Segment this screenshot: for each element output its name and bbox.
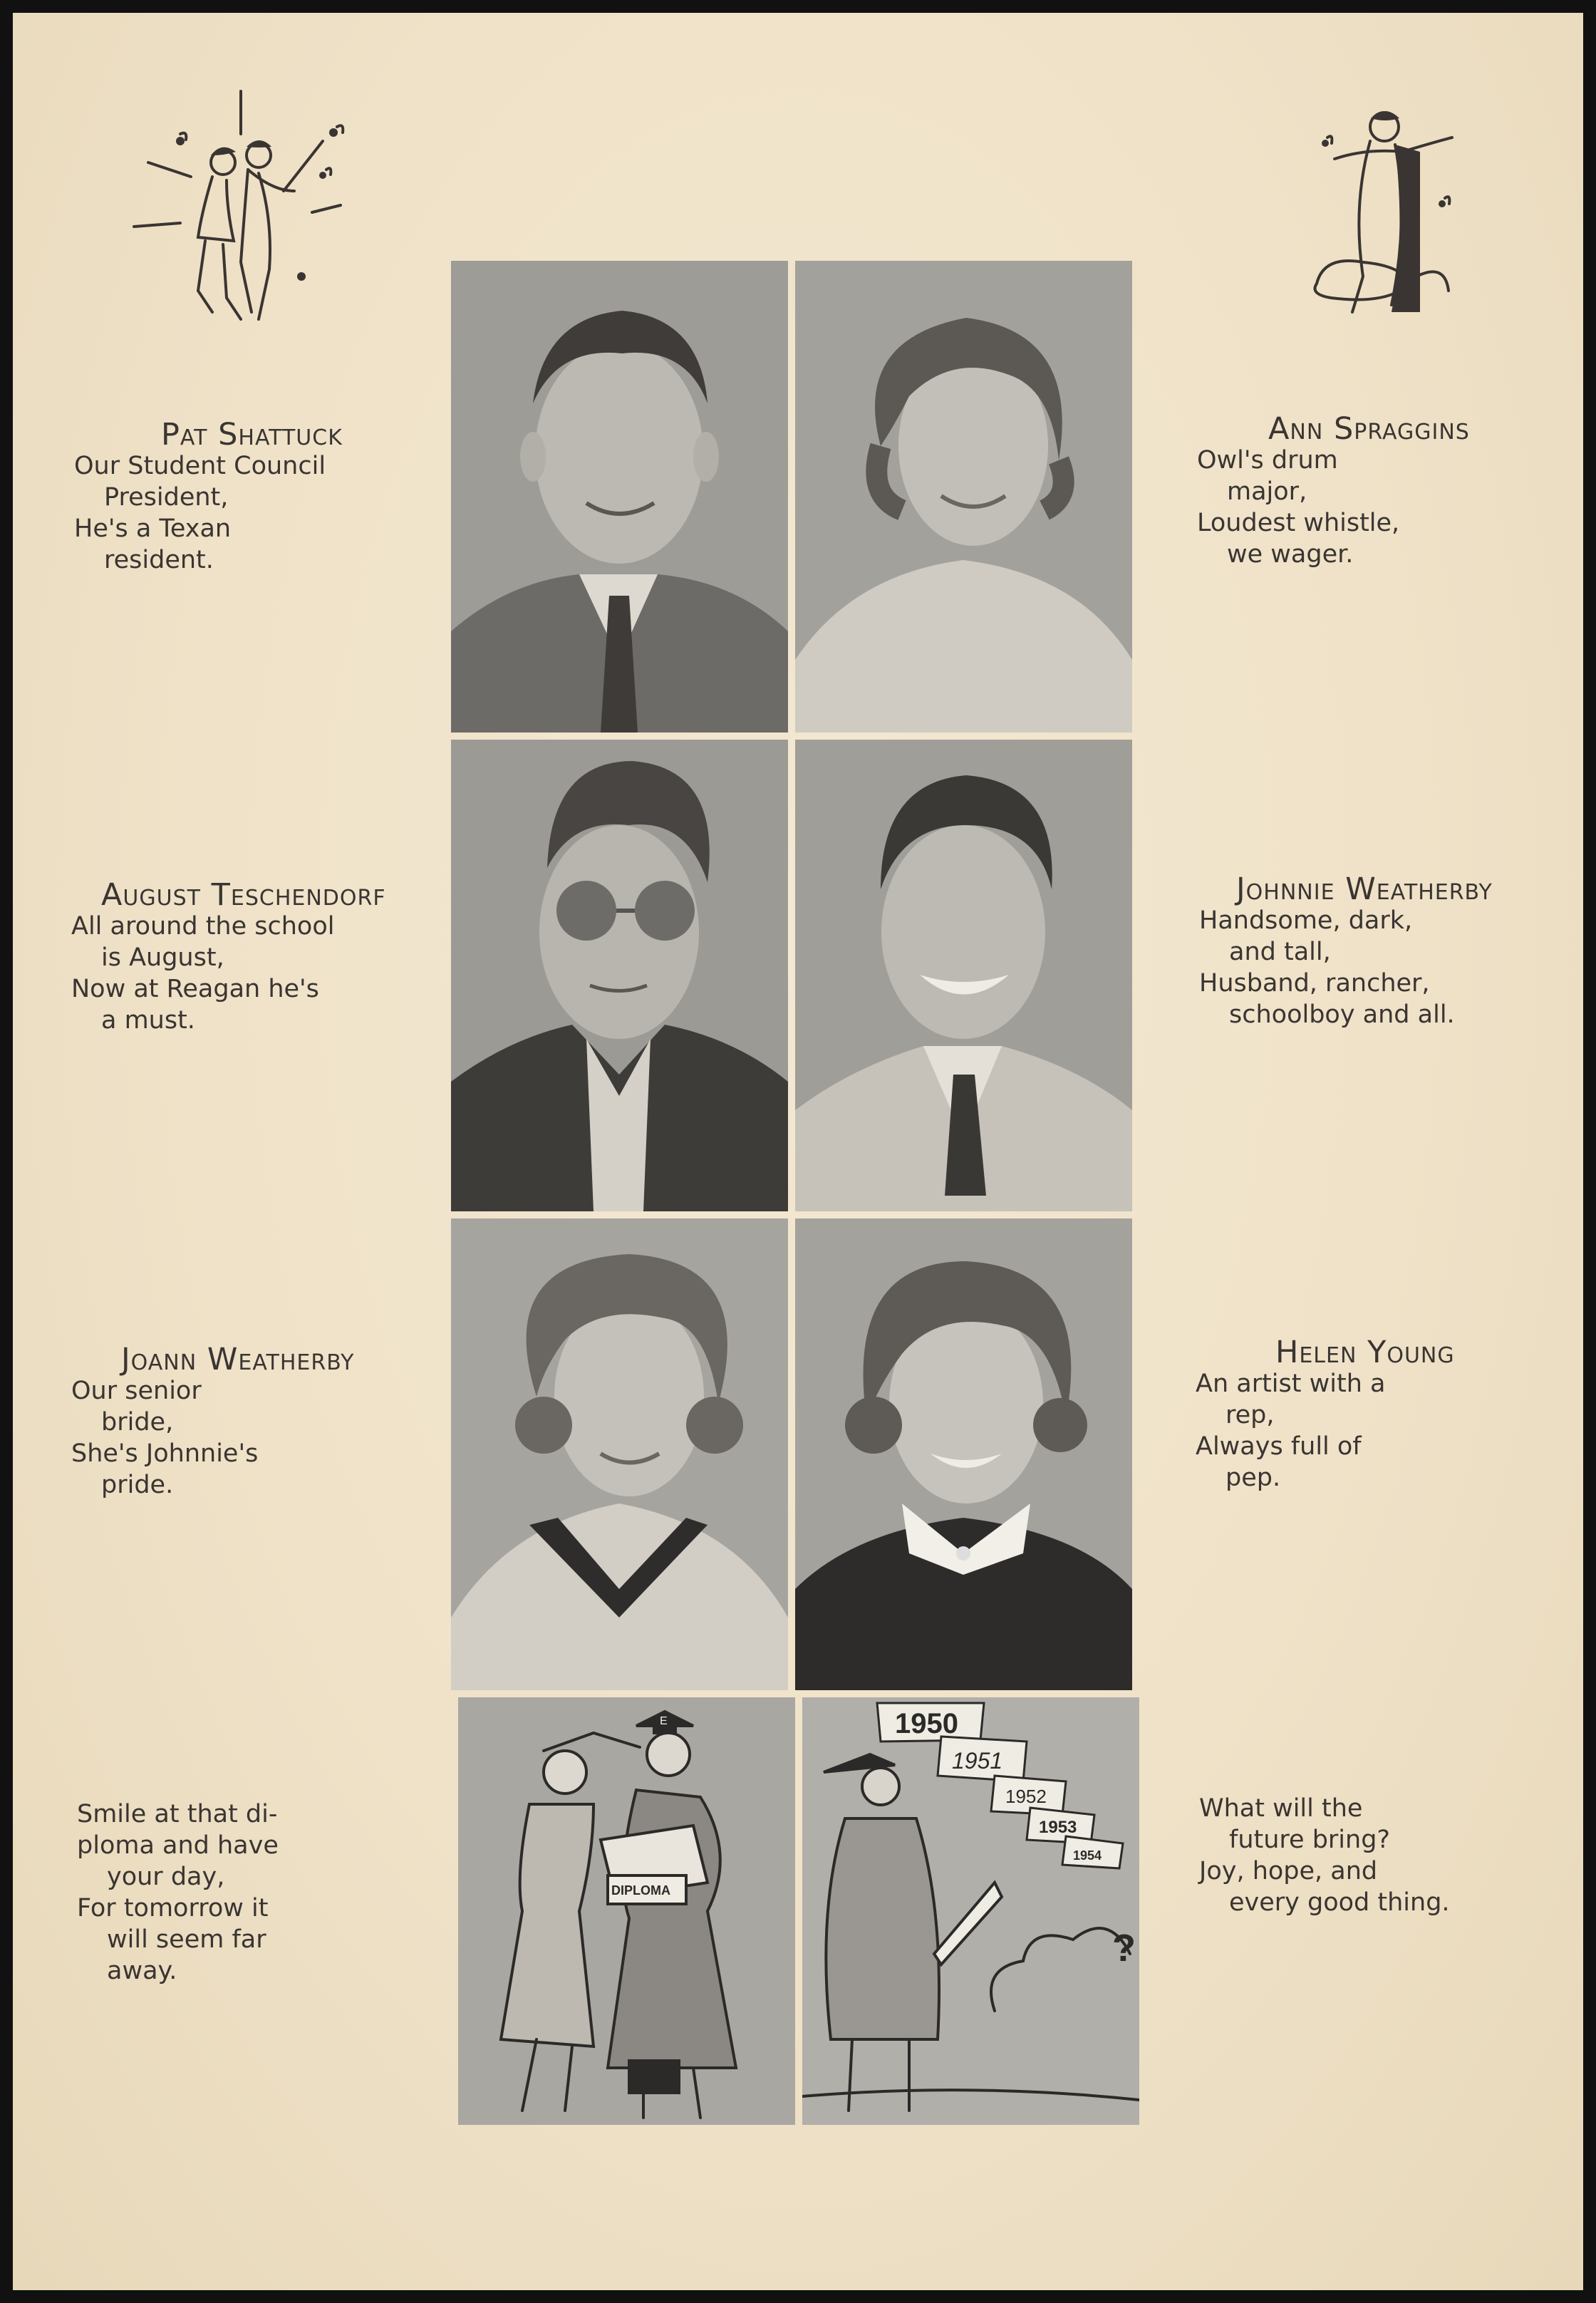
caption-pat-shattuck: [74, 419, 343, 576]
verse-line: Joy, hope, and: [1199, 1857, 1378, 1885]
caption-august-teschendorf: [71, 879, 386, 1036]
portrait-johnnie-weatherby: [795, 740, 1132, 1211]
caption-line: Our senior: [71, 1377, 202, 1405]
verse-right: [1199, 1793, 1450, 1918]
year-1951: 1951: [952, 1748, 1003, 1774]
dancing-couple-illustration: [120, 84, 362, 348]
year-1950: 1950: [895, 1708, 958, 1739]
caption-line: An artist with a: [1196, 1370, 1386, 1398]
student-name: Joann Weatherby: [121, 1342, 355, 1377]
caption-line: rep,: [1226, 1401, 1275, 1429]
caption-line: Husband, rancher,: [1199, 969, 1430, 998]
portrait-joann-weatherby: [451, 1218, 788, 1690]
year-1952: 1952: [1005, 1786, 1047, 1807]
caption-line: a must.: [101, 1006, 195, 1035]
caption-line: Our Student Council: [74, 452, 326, 480]
caption-line: She's Johnnie's: [71, 1439, 259, 1468]
caption-line: All around the school: [71, 912, 335, 941]
verse-line: ploma and have: [77, 1831, 279, 1860]
caption-line: is August,: [101, 943, 224, 972]
caption-helen-young: [1196, 1337, 1455, 1494]
cartoon-graduates-diploma: [458, 1697, 795, 2125]
student-name: Ann Spraggins: [1268, 411, 1470, 447]
caption-line: Loudest whistle,: [1197, 509, 1400, 537]
caption-line: resident.: [104, 546, 214, 574]
portrait-august-teschendorf: [451, 740, 788, 1211]
caption-line: Handsome, dark,: [1199, 906, 1413, 935]
portrait-helen-young: [795, 1218, 1132, 1690]
caption-line: we wager.: [1227, 540, 1354, 569]
verse-line: every good thing.: [1229, 1888, 1450, 1917]
caption-joann-weatherby: [71, 1344, 354, 1501]
verse-line: away.: [107, 1957, 177, 1985]
student-name: Helen Young: [1275, 1335, 1455, 1370]
year-1954: 1954: [1073, 1848, 1102, 1863]
verse-line: For tomorrow it: [77, 1894, 269, 1922]
student-name: Johnnie Weatherby: [1236, 871, 1493, 907]
caption-line: Always full of: [1196, 1432, 1362, 1461]
cartoon-graduate-future-years: [802, 1697, 1139, 2125]
caption-line: President,: [104, 483, 229, 512]
caption-line: pep.: [1226, 1464, 1281, 1492]
yearbook-page: [13, 13, 1583, 2290]
caption-line: schoolboy and all.: [1229, 1000, 1455, 1029]
student-name: Pat Shattuck: [161, 417, 343, 452]
waltzing-couple-illustration: [1302, 98, 1481, 333]
caption-ann-spraggins: [1197, 413, 1470, 570]
verse-line: What will the: [1199, 1794, 1363, 1823]
caption-line: Owl's drum: [1197, 446, 1338, 475]
caption-line: major,: [1227, 477, 1307, 506]
caption-johnnie-weatherby: [1199, 871, 1493, 1030]
year-1953: 1953: [1039, 1818, 1077, 1837]
caption-line: pride.: [101, 1471, 174, 1499]
verse-line: will seem far: [107, 1925, 266, 1954]
verse-line: future bring?: [1229, 1826, 1390, 1854]
question-mark: ?: [1112, 1927, 1136, 1970]
portrait-ann-spraggins: [795, 261, 1132, 733]
portrait-pat-shattuck: [451, 261, 788, 733]
diploma-label: DIPLOMA: [611, 1883, 670, 1898]
caption-line: and tall,: [1229, 938, 1331, 966]
verse-line: Smile at that di-: [77, 1800, 278, 1828]
verse-left: [77, 1799, 279, 1987]
caption-line: Now at Reagan he's: [71, 975, 319, 1003]
caption-line: He's a Texan: [74, 514, 232, 543]
verse-line: your day,: [107, 1863, 225, 1891]
caption-line: bride,: [101, 1408, 174, 1437]
student-name: August Teschendorf: [101, 877, 386, 913]
cap-letter: E: [660, 1715, 668, 1727]
